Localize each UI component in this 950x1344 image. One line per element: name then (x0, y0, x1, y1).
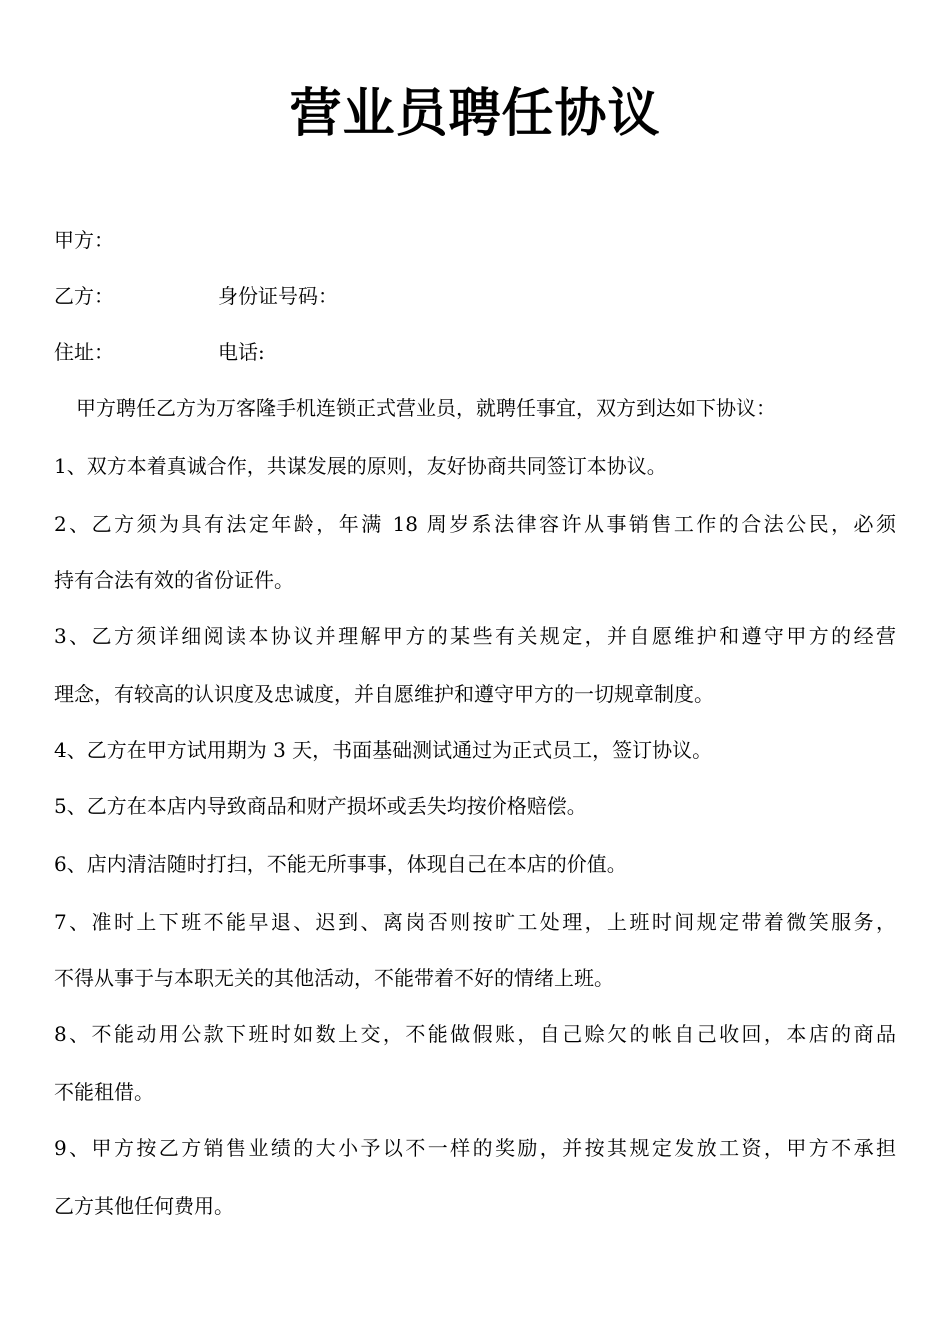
party-a-label: 甲方： (54, 228, 114, 252)
clause-2-line-1: 2、乙方须为具有法定年龄，年满 18 周岁系法律容许从事销售工作的合法公民，必须 (54, 512, 896, 536)
clause-7-line-1: 7、准时上下班不能早退、迟到、离岗否则按旷工处理，上班时间规定带着微笑服务， (54, 910, 896, 934)
clause-3-line-2: 理念，有较高的认识度及忠诚度，并自愿维护和遵守甲方的一切规章制度。 (54, 682, 714, 706)
clause-3-line-1: 3、乙方须详细阅读本协议并理解甲方的某些有关规定，并自愿维护和遵守甲方的经营 (54, 624, 896, 648)
clause-9-line-1: 9、甲方按乙方销售业绩的大小予以不一样的奖励，并按其规定发放工资，甲方不承担 (54, 1136, 896, 1160)
clause-6-line-1: 6、店内清洁随时打扫，不能无所事事，体现自己在本店的价值。 (54, 852, 627, 876)
id-number-line (218, 282, 338, 310)
clause-4-line-1: 4、乙方在甲方试用期为 3 天，书面基础测试通过为正式员工，签订协议。 (54, 738, 713, 762)
clause-9-line-2: 乙方其他任何费用。 (54, 1194, 234, 1218)
clause-1-line-1: 1、双方本着真诚合作，共谋发展的原则，友好协商共同签订本协议。 (54, 454, 667, 478)
document-title: 营业员聘任协议 (289, 83, 661, 144)
clause-5-line-1: 5、乙方在本店内导致商品和财产损坏或丢失均按价格赔偿。 (54, 794, 587, 818)
clause-7-line-2: 不得从事于与本职无关的其他活动，不能带着不好的情绪上班。 (54, 966, 614, 990)
clause-2-line-2: 持有合法有效的省份证件。 (54, 568, 294, 592)
address-label: 住址： (54, 340, 114, 364)
phone-line (218, 338, 265, 366)
id-number-label: 身份证号码： (218, 284, 338, 308)
intro-paragraph: 甲方聘任乙方为万客隆手机连锁正式营业员，就聘任事宜，双方到达如下协议： (76, 396, 776, 420)
party-b-label: 乙方： (54, 284, 114, 308)
clause-8-line-2: 不能租借。 (54, 1080, 154, 1104)
party-b-line (54, 282, 114, 310)
party-a-line (54, 226, 114, 254)
clause-8-line-1: 8、不能动用公款下班时如数上交，不能做假账，自己赊欠的帐自己收回，本店的商品 (54, 1022, 896, 1046)
address-line (54, 338, 114, 366)
phone-label: 电话: (218, 340, 265, 364)
